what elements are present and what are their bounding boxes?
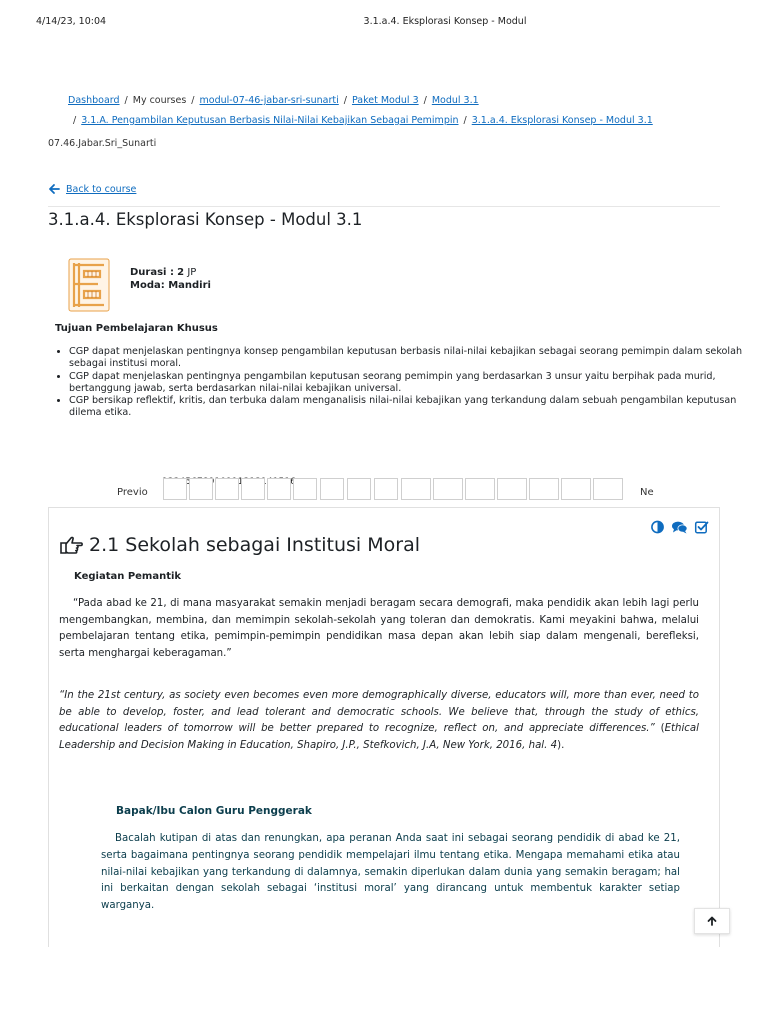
back-to-top-button[interactable] [694,908,730,934]
breadcrumb-paket[interactable]: Paket Modul 3 [351,95,419,106]
pager-next[interactable]: Ne [640,487,654,498]
quote-english-text: “In the 21st century, as society even becomes even more demographically diverse, educators will, more than ever, need to be able to develop, foster, and lead tolerant and democratic schools. We believe that, through the study of ethics, educational leaders of tomorrow will be better prepared to recognize, reflect on, and appreciate differences.” [59,690,699,735]
guru-text: Bacalah kutipan di atas dan renungkan, apa peranan Anda saat ini sebagai seorang pendidik di abad ke 21, serta bagaimana pentingnya seorang pendidik mempelajari ilmu tentang etika. Mengapa memahami etika atau nilai-nilai kebajikan yang terkandung di dalamnya, semakin diperlukan dalam dunia yang semakin beragam; hal ini berkaitan dengan sekolah sebagai ‘institusi moral’ yang dirancang untuk membentuk karakter setiap warganya. [101,833,680,912]
pager-page[interactable] [347,478,371,500]
pager-page[interactable] [561,478,591,500]
goal-item: • CGP bersikap reflektif, kritis, dan terbuka dalam menganalisis nilai-nilai kebajikan yang terkandung dalam sebuah pengambilan keputusan dilema etika. [69,395,759,420]
pager-page[interactable] [465,478,495,500]
section-title [59,534,420,556]
arrow-up-icon [707,916,717,926]
durasi-value: 2 [177,267,185,278]
pager-page[interactable] [374,478,398,500]
page-title: 3.1.a.4. Eksplorasi Konsep - Modul 3.1 [48,210,363,229]
breadcrumb-course[interactable]: modul-07-46-jabar-sri-sunarti [199,95,339,106]
quote-source: Ethical Leadership and Decision Making in Education, Shapiro, J.P., Stefkovich, J.A, New York, 2016, hal. 4 [59,723,699,751]
pager-prev[interactable]: Previo [117,487,148,498]
pager-page[interactable] [163,478,187,500]
quote-source-open: ( [654,723,665,735]
pager-page[interactable] [241,478,265,500]
quote-english [59,688,699,754]
breadcrumb-modul[interactable]: Modul 3.1 [431,95,479,106]
pager-page[interactable] [267,478,291,500]
pager-page[interactable] [401,478,431,500]
print-datetime: 4/14/23, 10:04 [36,16,107,27]
back-to-course[interactable] [48,183,136,195]
pager-page[interactable] [593,478,623,500]
pager-page[interactable] [320,478,344,500]
user-name: 07.46.Jabar.Sri_Sunarti [48,138,157,149]
print-header [0,16,768,30]
print-footer [36,1000,726,1004]
pager-page[interactable] [497,478,527,500]
breadcrumb-separator: / [343,95,347,106]
pager-page[interactable] [433,478,463,500]
back-to-course-link[interactable]: Back to course [66,183,137,195]
durasi-unit: JP [187,267,197,278]
module-logo-icon [68,257,112,313]
breadcrumb-separator: / [423,95,427,106]
guru-title: Bapak/Ibu Calon Guru Penggerak [116,805,312,817]
pager-page[interactable] [189,478,213,500]
breadcrumb-page[interactable]: 3.1.a.4. Eksplorasi Konsep - Modul 3.1 [471,115,653,126]
breadcrumb-separator: / [124,95,128,106]
breadcrumb-my-courses: My courses [132,95,187,106]
breadcrumb-line-2 [68,115,653,126]
moda: Moda: Mandiri [130,280,211,291]
quote-source-close: ). [557,739,565,751]
hand-pointing-icon [59,534,85,556]
contrast-icon[interactable] [650,520,665,534]
durasi-label: Durasi : [130,267,174,278]
breadcrumb [68,95,479,106]
pager-page[interactable] [529,478,559,500]
card-tools [650,520,709,534]
print-page-title: 3.1.a.4. Eksplorasi Konsep - Modul [363,16,527,27]
page-navigation [117,477,677,501]
arrow-left-icon [48,183,60,195]
goal-item: • CGP dapat menjelaskan pentingnya pengambilan keputusan seorang pemimpin yang berdasarkan 3 unsur yaitu berpihak pada murid, bertanggung jawab, serta berdasarkan nilai-nilai kebajikan universal. [69,371,759,396]
breadcrumb-section[interactable]: 3.1.A. Pengambilan Keputusan Berbasis Nilai-Nilai Kebajikan Sebagai Pemimpin [81,115,459,126]
goals-list [54,346,759,420]
breadcrumb-separator: / [73,115,77,126]
goals-title: Tujuan Pembelajaran Khusus [55,323,218,334]
divider [48,206,720,207]
breadcrumb-separator: / [463,115,467,126]
breadcrumb-dashboard[interactable]: Dashboard [68,95,120,106]
comments-icon[interactable] [671,520,688,534]
breadcrumb-separator: / [191,95,195,106]
durasi [130,266,211,279]
pager-page[interactable] [215,478,239,500]
module-meta [130,266,211,292]
content-card [48,507,720,947]
check-square-icon[interactable] [694,520,709,534]
quote-indonesian: “Pada abad ke 21, di mana masyarakat semakin menjadi beragam secara demografi, maka pendidik akan lebih lagi perlu mengembangkan, membina, dan memimpin sekolah-sekolah yang toleran dan demokratis. Kami meyakini bahwa, melalui pembelajaran tentang etika, pemimpin-pemimpin pendidikan masa depan akan lebih siap dalam mengenali, berefleksi, serta menghargai keberagaman.” [59,598,699,659]
section-title-text: 2.1 Sekolah sebagai Institusi Moral [89,534,421,556]
goal-item: • CGP dapat menjelaskan pentingnya konsep pengambilan keputusan berbasis nilai-nilai kebajikan sebagai seorang pemimpin dalam sekolah sebagai institusi moral. [69,346,759,371]
pager-page[interactable] [293,478,317,500]
section-subtitle: Kegiatan Pemantik [74,571,182,582]
